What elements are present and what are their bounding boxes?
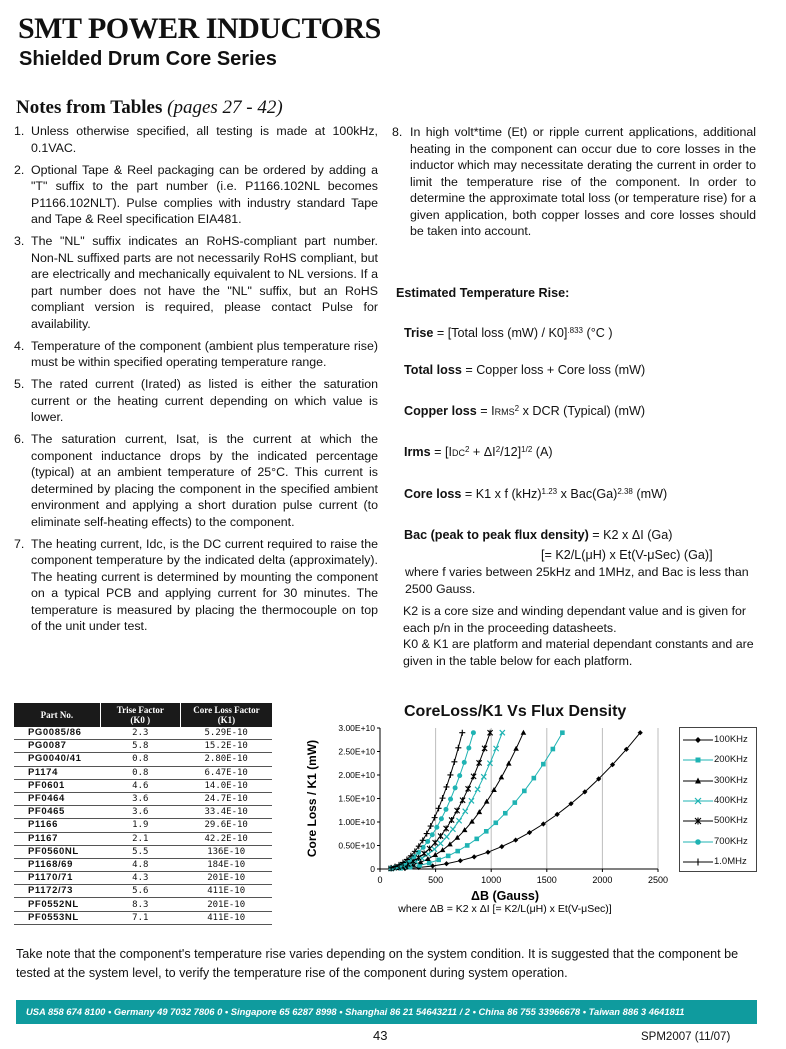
note-item: [14, 123, 378, 156]
legend-item: [680, 774, 756, 788]
part-number-cell: PG0040/41: [14, 753, 100, 766]
k1-cell: 184E-10: [180, 858, 272, 871]
data-point: [465, 843, 470, 848]
data-point: [506, 761, 512, 766]
part-number-cell: PF0552NL: [14, 898, 100, 911]
chart-title: CoreLoss/K1 Vs Flux Density: [404, 703, 627, 720]
data-point: [560, 730, 565, 735]
notes-heading-bold: Notes from Tables: [16, 97, 163, 118]
table-row: [14, 766, 272, 779]
data-point: [469, 798, 474, 803]
legend-label: 700KHz: [714, 835, 748, 847]
bac-equation: Bac (peak to peak flux density) = K2 x ΔI (Ga): [404, 528, 673, 542]
data-point: [416, 850, 421, 855]
page-title: SMT POWER INDUCTORS: [18, 12, 381, 45]
data-point: [455, 849, 460, 854]
data-point: [457, 773, 462, 778]
part-number-cell: P1168/69: [14, 858, 100, 871]
legend-marker: [695, 737, 701, 743]
k1-cell: 201E-10: [180, 872, 272, 885]
data-point: [522, 789, 527, 794]
k0-cell: 4.3: [100, 872, 180, 885]
k0-cell: 3.6: [100, 792, 180, 805]
k0-cell: 8.3: [100, 898, 180, 911]
part-number-cell: PG0087: [14, 740, 100, 753]
legend-swatch: [683, 814, 713, 828]
col-header-part: Part No.: [14, 703, 100, 727]
note-item: [14, 376, 378, 426]
data-point: [459, 730, 465, 736]
k1-cell: 15.2E-10: [180, 740, 272, 753]
note-number: 2.: [14, 162, 25, 177]
chart-legend: [679, 727, 757, 872]
x-tick-label: 1000: [481, 875, 502, 885]
data-point: [532, 776, 537, 781]
part-number-cell: PG0085/86: [14, 727, 100, 740]
data-point: [440, 795, 446, 801]
k1-cell: 14.0E-10: [180, 779, 272, 792]
data-point: [474, 837, 479, 842]
table-row: [14, 845, 272, 858]
data-point: [513, 837, 518, 842]
part-number-cell: PF0560NL: [14, 845, 100, 858]
legend-swatch: [683, 855, 713, 869]
irms-equation: Irms = $[IDC^2 + \Delta I^2/12]^{1/2}$ (A): [404, 445, 553, 459]
k0-cell: 5.8: [100, 740, 180, 753]
data-point: [487, 761, 492, 766]
estimate-heading: Estimated Temperature Rise:: [396, 286, 570, 300]
legend-swatch: [683, 733, 713, 747]
k0-cell: 7.1: [100, 911, 180, 924]
data-point: [447, 772, 453, 778]
y-tick-label: 1.00E+10: [338, 817, 375, 827]
data-point: [438, 841, 443, 846]
k1-cell: 411E-10: [180, 885, 272, 898]
data-point: [424, 831, 430, 837]
data-point: [450, 827, 455, 832]
k0-cell: 0.8: [100, 753, 180, 766]
x-tick-label: 0: [377, 875, 383, 885]
legend-item: [680, 855, 756, 869]
data-point: [425, 839, 430, 844]
y-tick-label: 2.50E+10: [338, 746, 375, 757]
data-point: [433, 840, 438, 846]
data-point: [500, 730, 505, 735]
page-subtitle: Shielded Drum Core Series: [19, 48, 277, 70]
note-number: 3.: [14, 234, 25, 248]
note-text: The saturation current, Isat, is the current at which the component inductance drops by the indicated percentage (typical) at an ambient temperature of 25°C. This current is determined by placing the component in the specified ambient environment and applying a short duration pulse current (to eliminate self-heating effects) to the component.: [31, 432, 378, 529]
part-number-cell: P1166: [14, 819, 100, 832]
table-row: [14, 792, 272, 805]
bac-equation-alt: [= K2/L(μH) x Et(V-μSec) (Ga)]: [541, 548, 713, 562]
col-header-k1: Core Loss Factor (K1): [180, 703, 272, 727]
legend-item: [680, 835, 756, 849]
data-point: [499, 774, 505, 779]
legend-label: 100KHz: [714, 734, 748, 745]
legend-swatch: [683, 753, 713, 767]
core-loss-equation: Core loss = K1 x f (kHz)$^{1.23}$ x $Bac(Ga)^{2.38}$ (mW): [404, 487, 668, 501]
k0-cell: 0.8: [100, 766, 180, 779]
x-axis-note: where ΔB = K2 x ΔI [= K2/L(μH) x Et(V-μSec)]: [398, 903, 612, 915]
k-factor-table: [14, 703, 272, 925]
data-point: [432, 847, 437, 852]
k1-cell: 29.6E-10: [180, 819, 272, 832]
data-point: [454, 808, 459, 814]
k0-cell: 2.1: [100, 832, 180, 845]
data-point: [493, 820, 498, 825]
data-point: [432, 852, 438, 857]
note-number: 8.: [392, 125, 403, 139]
data-point: [422, 851, 427, 857]
data-point: [521, 730, 527, 735]
note-text: The heating current, Idc, is the DC current required to raise the component temperature by the indicated delta (approximately). The heating current is determined by mounting the component on a typical PCB and applying current for 30 minutes. The temperature is measured by placing the thermocouple on top of the unit under test.: [31, 536, 378, 633]
note-text: Temperature of the component (ambient plus temperature rise) must be within specified operating temperature range.: [31, 338, 378, 369]
table-row: [14, 872, 272, 885]
data-point: [440, 847, 446, 852]
series-line-500KHz: [391, 733, 490, 869]
data-point: [460, 797, 465, 803]
k0-cell: 5.5: [100, 845, 180, 858]
k1-cell: 33.4E-10: [180, 806, 272, 819]
data-point: [484, 829, 489, 834]
note-text: Optional Tape & Reel packaging can be ordered by adding a "T" suffix to the part number (i.e. P1166.102NL becomes P1166.102NLT). Pulse complies with industry standard Tape and Tape & Reel specification EIA481.: [31, 162, 378, 226]
data-point: [453, 785, 458, 790]
note-number: 1.: [14, 124, 25, 138]
k1-cell: 411E-10: [180, 911, 272, 924]
x-tick-label: 500: [428, 875, 444, 885]
data-point: [439, 816, 444, 821]
data-point: [444, 826, 449, 832]
data-point: [471, 773, 476, 779]
table-header-row: [14, 703, 272, 727]
note-number: 4.: [14, 338, 25, 353]
data-point: [430, 832, 435, 837]
data-point: [455, 745, 461, 751]
part-number-cell: P1167: [14, 832, 100, 845]
k2-note: K2 is a core size and winding dependant value and is given for each p/n in the proceeding datasheets.: [403, 604, 747, 635]
col-header-k0: Trise Factor (K0 ): [100, 703, 180, 727]
k1-cell: 136E-10: [180, 845, 272, 858]
legend-label: 400KHz: [714, 794, 748, 806]
data-point: [443, 784, 449, 790]
y-tick-label: 1.50E+10: [338, 793, 375, 804]
note-number: 7.: [14, 536, 25, 551]
data-point: [503, 811, 508, 816]
notes-left-column: [14, 123, 378, 640]
data-point: [444, 861, 449, 866]
data-point: [443, 807, 448, 812]
note-text: The rated current (Irated) as listed is either the saturation current or the heating current depending on which value is lower.: [31, 377, 378, 424]
data-point: [444, 834, 449, 839]
data-point: [541, 762, 546, 767]
table-row: [14, 898, 272, 911]
part-number-cell: P1174: [14, 766, 100, 779]
k1-cell: 24.7E-10: [180, 792, 272, 805]
k1-cell: 201E-10: [180, 898, 272, 911]
data-point: [475, 787, 480, 792]
part-number-cell: PF0464: [14, 792, 100, 805]
trise-equation: Trise = [Total loss (mW) / K0]$^{.833}$ (°C ): [404, 326, 613, 340]
table-row: [14, 885, 272, 898]
legend-item: [680, 753, 756, 767]
bac-note: where f varies between 25kHz and 1MHz, and Bac is less than 2500 Gauss.: [405, 565, 749, 596]
table-row: [14, 858, 272, 871]
data-point: [458, 858, 463, 863]
data-point: [551, 747, 556, 752]
legend-marker: [696, 758, 701, 763]
contact-footer-bar: [16, 1000, 757, 1024]
data-point: [434, 825, 439, 830]
note-number: 5.: [14, 377, 25, 391]
k1-cell: 6.47E-10: [180, 766, 272, 779]
data-point: [436, 858, 441, 863]
table-row: [14, 727, 272, 740]
note-item: [14, 536, 378, 635]
part-number-cell: P1170/71: [14, 872, 100, 885]
x-axis-label: ΔB (Gauss): [470, 889, 540, 903]
table-row: [14, 740, 272, 753]
data-point: [449, 817, 454, 823]
bottom-note: Take note that the component's temperature rise varies depending on the system condition. It is suggested that the component be tested at the system level, to verify the temperature rise of the component during system operation.: [16, 947, 739, 980]
y-tick-label: 2.00E+10: [338, 770, 375, 780]
x-tick-label: 2000: [592, 875, 613, 885]
legend-label: 500KHz: [714, 815, 748, 827]
k0-cell: 5.6: [100, 885, 180, 898]
data-point: [513, 746, 519, 751]
data-point: [471, 730, 476, 735]
k0-cell: 4.8: [100, 858, 180, 871]
part-number-cell: PF0553NL: [14, 911, 100, 924]
data-point: [465, 786, 470, 792]
notes-heading: [16, 97, 283, 119]
data-point: [448, 797, 453, 802]
part-number-cell: PF0601: [14, 779, 100, 792]
document-code: SPM2007 (11/07): [641, 1031, 731, 1043]
legend-swatch: [683, 774, 713, 788]
y-tick-label: 0.50E+10: [338, 840, 375, 851]
data-point: [416, 855, 421, 861]
data-point: [487, 730, 492, 736]
data-point: [428, 823, 434, 829]
table-row: [14, 806, 272, 819]
k0-cell: 2.3: [100, 727, 180, 740]
data-point: [462, 760, 467, 765]
data-point: [446, 854, 451, 859]
data-point: [485, 850, 490, 855]
copper-loss-equation: Copper loss = $IRMS^2$ x DCR (Typical) (mW): [404, 404, 646, 418]
data-point: [482, 745, 487, 751]
table-row: [14, 819, 272, 832]
total-loss-equation: Total loss = Copper loss + Core loss (mW): [404, 363, 646, 377]
notes-heading-pages: (pages 27 - 42): [167, 97, 283, 118]
data-point: [456, 818, 461, 823]
legend-label: 200KHz: [714, 754, 748, 766]
data-point: [420, 837, 426, 843]
legend-swatch: [683, 794, 713, 808]
k0-cell: 3.6: [100, 806, 180, 819]
k1-cell: 5.29E-10: [180, 727, 272, 740]
data-point: [491, 787, 497, 792]
data-point: [463, 809, 468, 814]
k0-note: K0 & K1 are platform and material dependant constants and are given in the table below for each platform.: [403, 637, 754, 668]
x-tick-label: 1500: [536, 875, 557, 885]
data-point: [421, 845, 426, 850]
table-row: [14, 753, 272, 766]
x-tick-label: 2500: [647, 875, 669, 885]
data-point: [438, 833, 443, 839]
page-number: 43: [373, 1028, 388, 1043]
data-point: [427, 861, 432, 866]
note-text: The "NL" suffix indicates an RoHS-compliant part number. Non-NL suffixed parts are not necessarily RoHS compliant, but are electrically and mechanically equivalent to NL versions. If a part number does not have the "NL" suffix, but an RoHS compliant version is required, please contact Pulse for availability.: [31, 234, 378, 331]
coreloss-chart: [296, 720, 678, 920]
contact-line: USA 858 674 8100 • Germany 49 7032 7806 0 • Singapore 65 6287 8998 • Shanghai 86 21 54643211 / 2 • China 86 755 33966678 • Taiwan 886 3 4641811: [26, 1006, 685, 1017]
table-row: [14, 911, 272, 924]
table-row: [14, 779, 272, 792]
legend-item: [680, 814, 756, 828]
note-text: Unless otherwise specified, all testing is made at 100kHz, 0.1VAC.: [31, 124, 378, 155]
data-point: [476, 760, 481, 766]
data-point: [481, 774, 486, 779]
legend-marker: [695, 858, 702, 865]
part-number-cell: PF0465: [14, 806, 100, 819]
k1-cell: 42.2E-10: [180, 832, 272, 845]
data-point: [527, 830, 532, 835]
y-tick-label: 3.00E+10: [338, 723, 375, 733]
legend-label: 300KHz: [714, 774, 748, 786]
note-item: [14, 338, 378, 371]
legend-item: [680, 733, 756, 747]
legend-label: 1.0MHz: [714, 855, 747, 867]
data-point: [472, 854, 477, 859]
data-point: [451, 759, 457, 765]
data-point: [436, 805, 442, 811]
note-item: [14, 162, 378, 228]
data-point: [427, 846, 432, 852]
notes-right-column: [392, 124, 756, 245]
legend-marker: [695, 839, 701, 845]
y-axis-label: Core Loss / K1 (mW): [305, 739, 319, 858]
k0-cell: 4.6: [100, 779, 180, 792]
note-item: [14, 233, 378, 332]
k0-cell: 1.9: [100, 819, 180, 832]
data-point: [499, 844, 504, 849]
note-item: [14, 431, 378, 530]
note-number: 6.: [14, 432, 25, 446]
note-item: [392, 124, 756, 240]
y-tick-label: 0: [370, 864, 375, 874]
legend-swatch: [683, 835, 713, 849]
part-number-cell: P1172/73: [14, 885, 100, 898]
data-point: [512, 800, 517, 805]
k1-cell: 2.80E-10: [180, 753, 272, 766]
legend-item: [680, 794, 756, 808]
data-point: [494, 746, 499, 751]
table-row: [14, 832, 272, 845]
note-text: In high volt*time (Et) or ripple current applications, additional heating in the component can occur due to core losses in the inductor which may necessitate derating the current in order to limit the temperature rise of the component. In order to determine the approximate total loss (or temperature rise) for a given application, both copper losses and core losses should be taken into account.: [410, 125, 756, 238]
data-point: [432, 815, 438, 821]
data-point: [466, 746, 471, 751]
